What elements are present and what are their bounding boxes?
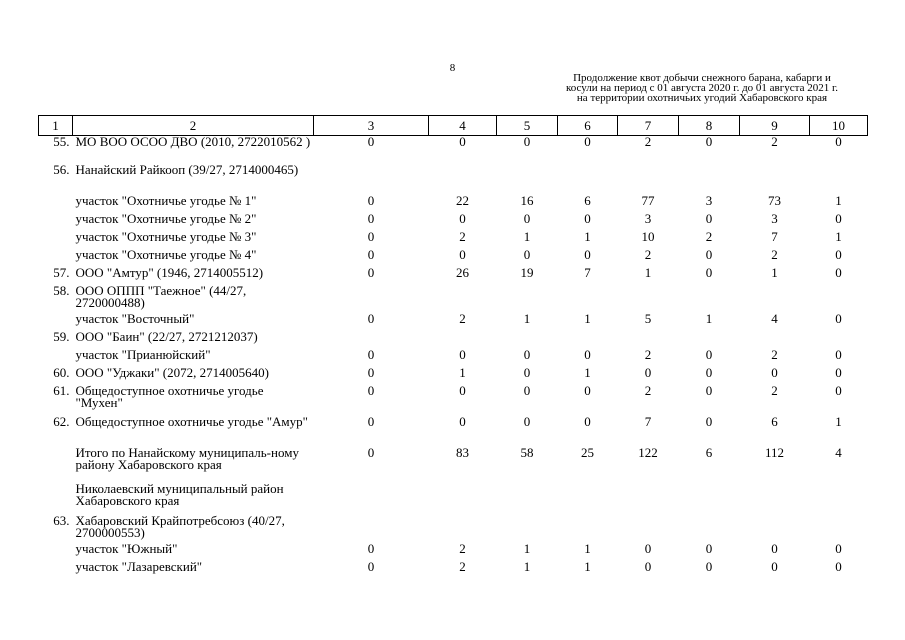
row-value-col-6 [558, 515, 618, 543]
row-name: участок "Охотничье угодье № 2" [75, 211, 257, 226]
row-value-col-7: 0 [644, 541, 652, 556]
row-value-col-3 [314, 164, 429, 195]
row-value-col-8: 0 [705, 414, 713, 429]
table-header-row [39, 116, 868, 136]
row-name: участок "Охотничье угодье № 3" [75, 229, 257, 244]
row-value-col-10: 0 [835, 383, 842, 398]
row-value-col-3: 0 [367, 265, 375, 280]
row-value-col-9: 2 [771, 347, 778, 362]
row-value-col-10: 0 [835, 559, 842, 574]
row-value-col-10 [810, 164, 868, 195]
continuation-title-line: Продолжение квот добычи снежного барана, кабарги и [573, 72, 831, 84]
row-name: участок "Охотничье угодье № 1" [75, 193, 257, 208]
row-name: участок "Лазаревский" [75, 559, 203, 574]
row-value-col-6: 0 [584, 347, 591, 362]
row-value-col-7: 7 [644, 414, 652, 429]
row-value-col-8 [679, 164, 740, 195]
row-value-col-5: 16 [520, 193, 534, 208]
continuation-title [537, 73, 867, 103]
table-row [39, 416, 868, 447]
row-value-col-4: 0 [459, 247, 466, 262]
row-value-col-9 [740, 515, 810, 543]
quota-table [38, 115, 868, 579]
row-value-col-4: 0 [459, 383, 466, 398]
row-value-col-5: 0 [523, 365, 531, 380]
row-value-col-10: 4 [835, 445, 842, 460]
row-value-col-8: 0 [705, 347, 713, 362]
row-value-col-6: 1 [584, 311, 591, 326]
row-value-col-8: 2 [705, 229, 713, 244]
row-value-col-5: 0 [523, 383, 531, 398]
row-value-col-5 [497, 285, 558, 313]
table-row [39, 136, 868, 165]
row-number: 55. [53, 134, 70, 149]
row-name: Нанайский Райкооп (39/27, 2714000465) [75, 162, 299, 177]
row-value-col-7: 2 [644, 134, 652, 149]
row-value-col-6: 1 [584, 229, 591, 244]
row-value-col-7: 122 [638, 445, 658, 460]
row-number [39, 213, 73, 231]
row-value-col-10: 1 [835, 414, 842, 429]
row-value-col-9: 0 [771, 559, 778, 574]
table-row [39, 285, 868, 313]
row-value-col-4: 0 [459, 347, 466, 362]
table-row [39, 164, 868, 195]
row-value-col-9: 1 [771, 265, 778, 280]
row-value-col-4: 2 [459, 559, 466, 574]
row-value-col-10: 1 [835, 193, 842, 208]
row-value-col-7: 0 [644, 365, 652, 380]
row-value-col-9 [740, 483, 810, 515]
row-value-col-4: 26 [456, 265, 469, 280]
row-number: 61. [53, 383, 70, 398]
row-value-col-5 [497, 164, 558, 195]
row-value-col-6: 1 [584, 365, 591, 380]
row-value-col-5 [497, 483, 558, 515]
column-header: 6 [558, 116, 618, 136]
row-value-col-10: 0 [835, 311, 842, 326]
row-value-col-7 [618, 515, 679, 543]
row-value-col-10: 0 [835, 347, 842, 362]
row-value-col-7: 0 [644, 559, 652, 574]
row-name: ООО "Амтур" (1946, 2714005512) [75, 265, 264, 280]
row-value-col-8: 0 [705, 365, 713, 380]
row-value-col-8 [679, 285, 740, 313]
row-name: Общедоступное охотничье угодье "Мухен" [75, 383, 264, 410]
row-name: участок "Восточный" [75, 311, 195, 326]
row-value-col-6: 25 [581, 445, 594, 460]
row-value-col-10: 0 [835, 211, 842, 226]
row-value-col-9: 2 [771, 134, 778, 149]
row-value-col-8: 6 [705, 445, 713, 460]
row-value-col-10 [810, 285, 868, 313]
row-value-col-8: 0 [705, 559, 713, 574]
row-value-col-6 [558, 164, 618, 195]
row-value-col-4 [429, 515, 497, 543]
row-value-col-8: 0 [705, 247, 713, 262]
row-value-col-3: 0 [367, 347, 375, 362]
row-value-col-4: 1 [459, 365, 466, 380]
row-value-col-4: 0 [459, 211, 466, 226]
row-value-col-8: 0 [705, 265, 713, 280]
row-number [39, 561, 73, 579]
row-value-col-4 [429, 285, 497, 313]
row-value-col-8: 0 [705, 134, 713, 149]
row-value-col-4: 2 [459, 311, 466, 326]
row-value-col-9 [740, 164, 810, 195]
row-number [39, 231, 73, 249]
row-value-col-6: 0 [584, 211, 591, 226]
row-value-col-9: 6 [771, 414, 778, 429]
row-value-col-5: 0 [523, 347, 531, 362]
column-header: 8 [679, 116, 740, 136]
row-value-col-9: 73 [768, 193, 781, 208]
column-header: 9 [740, 116, 810, 136]
table-row [39, 483, 868, 515]
continuation-title-line: косули на период с 01 августа 2020 г. до 01 августа 2021 г. [565, 82, 838, 94]
row-value-col-9: 3 [771, 211, 778, 226]
row-value-col-3: 0 [367, 134, 375, 149]
row-name: Хабаровский Крайпотребсоюз (40/27, 2700000553) [75, 513, 285, 540]
row-name: Николаевский муниципальный район Хабаровского края [75, 481, 284, 508]
row-value-col-3: 0 [367, 193, 375, 208]
row-name: участок "Южный" [75, 541, 178, 556]
row-value-col-3: 0 [367, 414, 375, 429]
row-value-col-4: 2 [459, 229, 466, 244]
row-value-col-3 [314, 483, 429, 515]
row-value-col-10: 0 [835, 365, 842, 380]
row-value-col-10: 0 [835, 134, 842, 149]
row-value-col-4 [429, 164, 497, 195]
row-value-col-7 [618, 164, 679, 195]
row-number: 62. [53, 414, 70, 429]
page-number: 8 [449, 62, 456, 74]
row-value-col-5: 0 [523, 134, 531, 149]
row-number: 58. [53, 283, 70, 298]
row-value-col-5: 1 [523, 229, 531, 244]
row-value-col-7: 2 [644, 247, 652, 262]
row-value-col-7: 10 [641, 229, 655, 244]
row-value-col-9: 4 [771, 311, 778, 326]
row-value-col-6 [558, 285, 618, 313]
row-value-col-5: 1 [523, 541, 531, 556]
row-value-col-9: 2 [771, 383, 778, 398]
row-value-col-9: 7 [771, 229, 778, 244]
row-name: Общедоступное охотничье угодье "Амур" [75, 414, 308, 429]
row-name: участок "Охотничье угодье № 4" [75, 247, 257, 262]
row-value-col-6: 1 [584, 559, 591, 574]
continuation-title-line: на территории охотничьих угодий Хабаровского края [576, 92, 828, 104]
row-value-col-4: 83 [456, 445, 469, 460]
row-name: ООО "Уджаки" (2072, 2714005640) [75, 365, 269, 380]
row-value-col-7: 3 [644, 211, 652, 226]
column-header: 1 [39, 116, 73, 136]
row-value-col-3: 0 [367, 541, 375, 556]
row-value-col-5: 0 [523, 211, 531, 226]
row-value-col-10: 0 [835, 247, 842, 262]
row-number [39, 447, 73, 483]
row-value-col-10: 0 [835, 541, 842, 556]
row-value-col-3: 0 [367, 247, 375, 262]
row-value-col-3: 0 [367, 365, 375, 380]
row-number: 57. [53, 265, 70, 280]
row-value-col-5: 19 [520, 265, 534, 280]
row-value-col-6: 0 [584, 383, 591, 398]
row-value-col-5: 0 [523, 414, 531, 429]
row-number [39, 543, 73, 561]
row-value-col-8: 0 [705, 541, 713, 556]
row-number [39, 195, 73, 213]
row-value-col-7: 77 [641, 193, 655, 208]
row-value-col-8: 0 [705, 383, 713, 398]
column-header: 7 [618, 116, 679, 136]
row-value-col-5: 0 [523, 247, 531, 262]
row-value-col-3: 0 [367, 229, 375, 244]
row-number [39, 483, 73, 515]
row-value-col-8 [679, 483, 740, 515]
row-value-col-10 [810, 515, 868, 543]
row-value-col-6: 6 [584, 193, 591, 208]
row-value-col-3: 0 [367, 211, 375, 226]
row-name: ООО ОППП "Таежное" (44/27, 2720000488) [75, 283, 247, 310]
table-row [39, 385, 868, 416]
row-name: участок "Прианюйский" [75, 347, 211, 362]
row-value-col-7 [618, 285, 679, 313]
row-value-col-4: 0 [459, 414, 466, 429]
row-number: 60. [53, 365, 70, 380]
row-value-col-6: 0 [584, 134, 591, 149]
row-value-col-7: 2 [644, 383, 652, 398]
row-value-col-7: 5 [644, 311, 652, 326]
row-value-col-9 [740, 285, 810, 313]
column-header: 10 [810, 116, 868, 136]
row-value-col-7: 2 [644, 347, 652, 362]
row-value-col-7 [618, 483, 679, 515]
row-value-col-10: 1 [835, 229, 842, 244]
row-number: 63. [53, 513, 70, 528]
row-value-col-8 [679, 515, 740, 543]
row-value-col-5 [497, 515, 558, 543]
table-row [39, 447, 868, 483]
row-value-col-9: 112 [764, 445, 785, 460]
column-header: 4 [429, 116, 497, 136]
row-number: 59. [53, 329, 70, 344]
row-value-col-3: 0 [367, 559, 375, 574]
row-value-col-3 [314, 285, 429, 313]
row-number: 56. [53, 162, 70, 177]
row-value-col-10: 0 [835, 265, 842, 280]
row-value-col-4 [429, 483, 497, 515]
row-value-col-8: 1 [705, 311, 713, 326]
table-row [39, 561, 868, 579]
row-value-col-9: 2 [771, 247, 778, 262]
row-value-col-3: 0 [367, 311, 375, 326]
row-value-col-5: 1 [523, 559, 531, 574]
row-value-col-6: 0 [584, 247, 591, 262]
row-name: ООО "Баин" (22/27, 2721212037) [75, 329, 258, 344]
table-row [39, 515, 868, 543]
row-value-col-6: 7 [584, 265, 591, 280]
row-name: МО ВОО ОСОО ДВО (2010, 2722010562 ) [75, 134, 311, 149]
row-value-col-6 [558, 483, 618, 515]
row-value-col-10 [810, 483, 868, 515]
row-value-col-6: 1 [584, 541, 591, 556]
column-header: 2 [73, 116, 314, 136]
row-value-col-3: 0 [367, 445, 375, 460]
row-value-col-4: 2 [459, 541, 466, 556]
row-value-col-4: 0 [459, 134, 466, 149]
row-value-col-9: 0 [771, 541, 778, 556]
row-value-col-3: 0 [367, 383, 375, 398]
row-value-col-8: 3 [705, 193, 713, 208]
row-value-col-6: 0 [584, 414, 591, 429]
row-value-col-7: 1 [644, 265, 652, 280]
row-value-col-9: 0 [771, 365, 778, 380]
row-value-col-3 [314, 515, 429, 543]
row-value-col-5: 1 [523, 311, 531, 326]
column-header: 5 [497, 116, 558, 136]
row-value-col-8: 0 [705, 211, 713, 226]
row-value-col-5: 58 [520, 445, 534, 460]
row-name: Итого по Нанайскому муниципаль-ному району Хабаровского края [75, 445, 299, 472]
row-value-col-4: 22 [456, 193, 469, 208]
column-header: 3 [314, 116, 429, 136]
